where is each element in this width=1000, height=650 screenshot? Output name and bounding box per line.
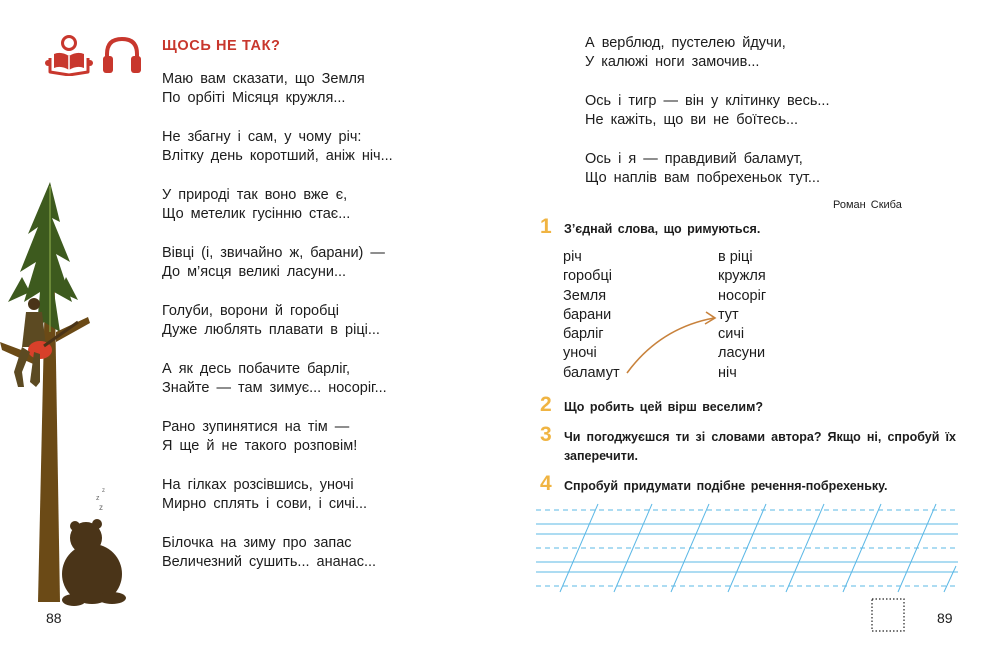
handwriting-lines[interactable] [536,502,958,598]
poem-line: Ось і я — правдивий баламут, [585,151,803,167]
poem-right-column [585,34,829,208]
poem-line: По орбіті Місяця кружля... [162,90,346,106]
poem-line: Мирно сплять і сови, і сичі... [162,496,368,512]
rhyme-word[interactable]: річ [563,249,582,265]
task-3 [540,423,956,466]
poem-stanza [585,150,829,188]
rhyme-word[interactable]: носоріг [718,287,767,304]
poem-line: Що наплів вам побрехеньок тут... [585,170,820,186]
poem-line: На гілках розсівшись, уночі [162,477,354,493]
poem-line: У природі так воно вже є, [162,187,348,203]
poem-line: Я ще й не такого розповім! [162,438,358,454]
poem-line: До м’ясця великі ласуни... [162,264,347,280]
task-number: 1 [540,215,552,238]
rhyme-word[interactable]: барани [563,306,612,323]
rhyme-words-left [563,248,620,383]
task-4 [540,472,956,496]
rhyme-word[interactable]: барліг [563,326,604,343]
poem-line: Ось і тигр — він у клітинку весь... [585,93,830,109]
poem-line: А верблюд, пустелею йдучи, [585,35,786,51]
connecting-arrow [620,300,730,380]
rhyme-word[interactable]: тут [718,306,739,323]
poem-stanza [162,128,393,166]
poem-left-column [162,70,393,592]
rhyme-word[interactable]: кружля [718,268,766,285]
poem-author: Роман Скиба [833,199,902,211]
poem-line: Дуже люблять плавати в ріці... [162,322,380,338]
poem-stanza [162,476,393,514]
rhyme-word[interactable]: Земля [563,287,607,304]
poem-line: Величезний сушить... ананас... [162,554,377,570]
poem-line: Рано зупинятися на тім — [162,419,350,435]
right-page [500,0,1000,650]
task-number: 4 [540,472,552,495]
task-1 [540,215,956,239]
poem-stanza [162,302,393,340]
poem-line: Маю вам сказати, що Земля [162,71,365,87]
poem-line: Знайте — там зимує... носоріг... [162,380,387,396]
poem-line: Голуби, ворони й горобці [162,303,339,319]
task-number: 3 [540,423,552,446]
self-check-box[interactable] [871,598,905,632]
rhyme-word[interactable]: баламут [563,364,620,381]
headphones-icon [102,36,142,74]
svg-text:z: z [102,488,105,494]
poem-line: Не кажіть, що ви не боїтесь... [585,112,799,128]
poem-line: Влітку день коротший, аніж ніч... [162,148,393,164]
rhyme-word[interactable]: уночі [563,345,597,362]
poem-stanza [162,186,393,224]
task-text: З’єднай слова, що римуються. [564,222,761,236]
poem-stanza [585,92,829,130]
task-number: 2 [540,393,552,416]
page-number-right: 89 [937,610,953,626]
poem-stanza [585,34,829,72]
svg-text:z: z [96,495,100,502]
poem-stanza [162,418,393,456]
rhyme-word[interactable]: горобці [563,268,612,285]
tree-with-guitarist-and-bear-illustration [0,182,150,612]
poem-line: А як десь побачите барліг, [162,361,350,377]
rhyme-word[interactable]: в ріці [718,249,753,265]
rhyme-word[interactable]: ніч [718,364,737,381]
svg-text:z: z [99,503,103,512]
poem-line: Вівці (і, звичайно ж, барани) — [162,245,385,261]
page-number-left: 88 [46,610,62,626]
task-text: Що робить цей вірш веселим? [564,400,763,414]
poem-stanza [162,244,393,282]
child-reading-book-icon [45,34,93,76]
poem-line: У калюжі ноги замочив... [585,54,760,70]
rhyme-word[interactable]: ласуни [718,345,766,362]
rhyme-word[interactable]: сичі [718,326,745,343]
poem-stanza [162,70,393,108]
task-text: Спробуй придумати подібне речення-побрехеньку. [564,479,888,493]
task-2 [540,393,956,417]
task-text: Чи погоджуєшся ти зі словами автора? Якщо ні, спробуй їх заперечити. [564,430,956,463]
poem-line: Що метелик гусінню стає... [162,206,351,222]
poem-line: Не збагну і сам, у чому річ: [162,129,362,145]
poem-stanza [162,360,393,398]
poem-stanza [162,534,393,572]
poem-line: Білочка на зиму про запас [162,535,352,551]
poem-title: ЩОСЬ НЕ ТАК? [162,38,281,54]
